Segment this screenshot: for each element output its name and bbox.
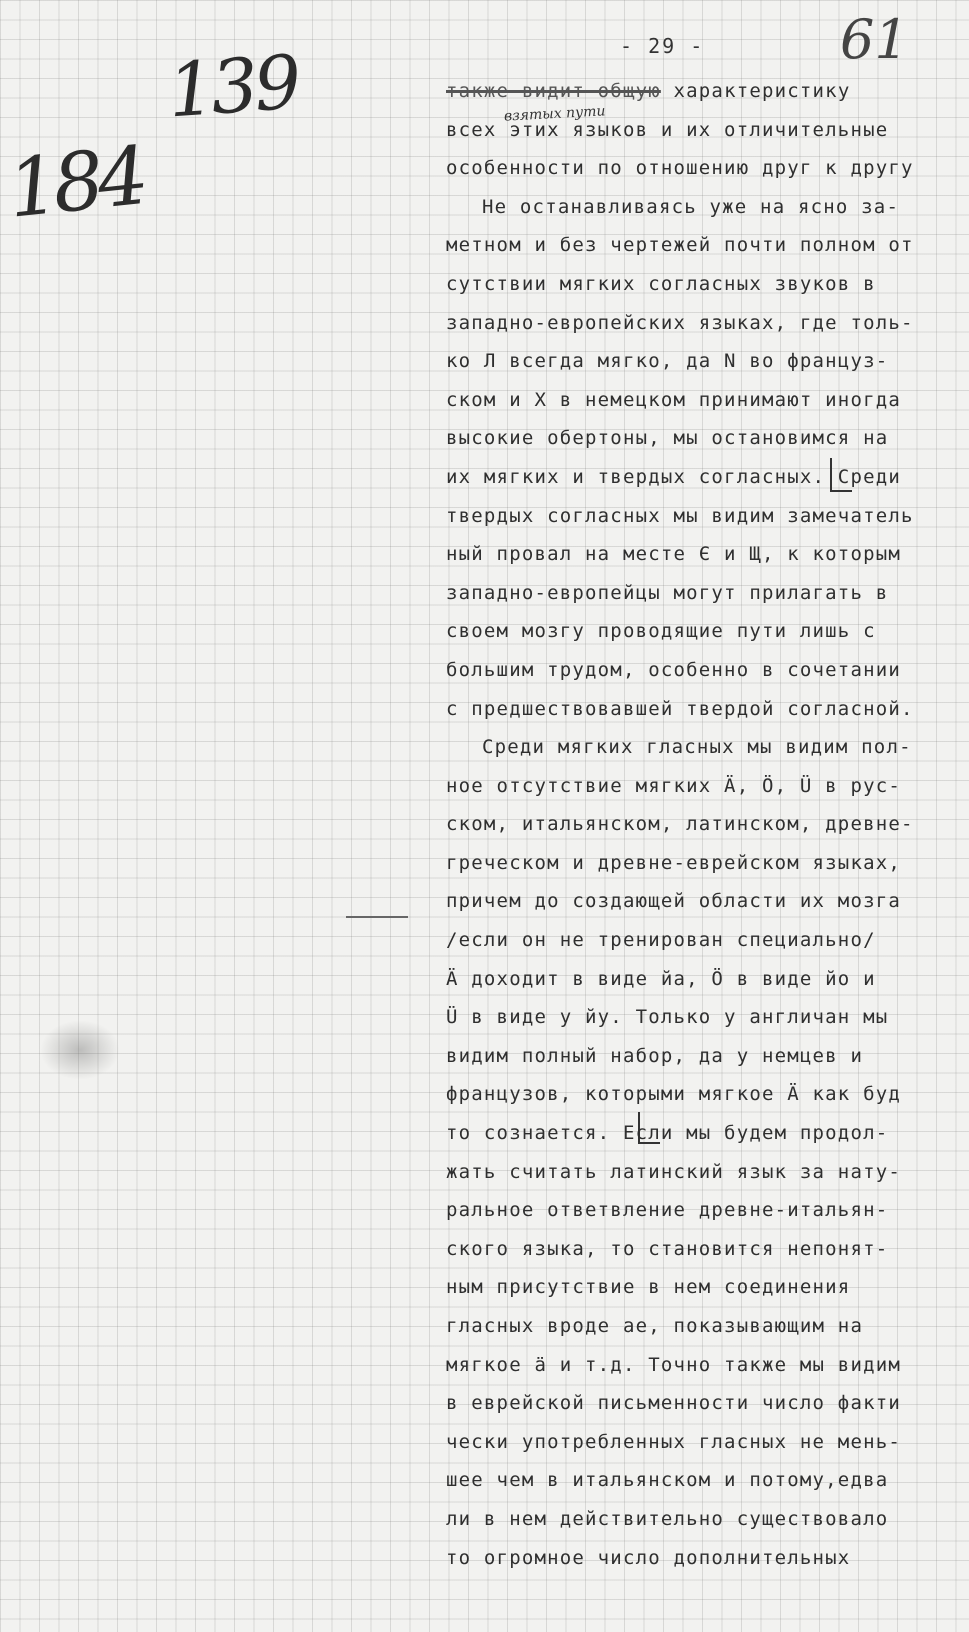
text-line: греческом и древне-еврейском языках,: [446, 851, 902, 874]
text-line: их мягких и твердых согласных. Среди: [446, 465, 902, 488]
page-number: - 29 -: [620, 34, 705, 58]
text-line: западно-европейских языках, где толь-: [446, 311, 914, 334]
handwritten-archive-number: 139: [165, 39, 301, 135]
text-line: Среди мягких гласных мы видим пол-: [482, 736, 912, 759]
text-line: Ä доходит в виде йа, Ö в виде йо и: [446, 967, 876, 990]
ink-smudge: [40, 1020, 120, 1080]
text-line: Не останавливаясь уже на ясно за-: [482, 195, 900, 218]
text-line: чески употребленных гласных не мень-: [446, 1430, 902, 1453]
handwritten-insertion: взятых пути: [503, 103, 606, 125]
text-line: западно-европейцы могут прилагать в: [446, 581, 889, 604]
text-line: большим трудом, особенно в сочетании: [446, 658, 902, 681]
text-line: всех этих языков и их отличительные: [446, 118, 889, 141]
text-line: гласных вроде ае, показывающим на: [446, 1315, 864, 1337]
text-line: высокие обертоны, мы остановимся на: [446, 427, 889, 450]
margin-dash-mark: [346, 916, 408, 918]
text-line: ным присутствие в нем соединения: [446, 1276, 851, 1299]
text-line: мягкое ä и т.д. Точно также мы видим: [446, 1353, 902, 1376]
text-line: то огромное число дополнительных: [446, 1546, 851, 1569]
text-line: жать считать латинский язык за нату-: [446, 1160, 902, 1183]
struck-out-text: также видит общую: [446, 80, 661, 102]
text-line: ского языка, то становится непонят-: [446, 1237, 889, 1260]
text-line: шее чем в итальянском и потому,едва: [446, 1469, 889, 1492]
text-line: ском и Х в немецком принимают иногда: [446, 388, 902, 411]
text-line: твердых согласных мы видим замечатель: [446, 504, 914, 527]
text-line: [446, 72, 951, 111]
text-line: причем до создающей области их мозга: [446, 890, 902, 913]
text-line-content: характеристику: [673, 80, 851, 102]
text-line: ный провал на месте Є и Щ, к которым: [446, 543, 902, 566]
text-line: сутствии мягких согласных звуков в: [446, 272, 876, 295]
text-line: ском, итальянском, латинском, древне-: [446, 813, 914, 836]
text-line: видим полный набор, да у немцев и: [446, 1044, 864, 1067]
text-line: то сознается. Если мы будем продол-: [446, 1122, 889, 1145]
text-line: метном и без чертежей почти полном от: [446, 234, 914, 257]
handwritten-archive-number-secondary: 184: [3, 129, 148, 236]
text-line: ное отсутствие мягких Ä, Ö, Ü в рус-: [446, 774, 902, 797]
text-line: Ü в виде у йу. Только у англичан мы: [446, 1006, 889, 1029]
text-line: особенности по отношению друг к другу: [446, 157, 914, 180]
text-line: с предшествовавшей твердой согласной.: [446, 697, 914, 720]
handwritten-folio-number: 61: [840, 8, 909, 71]
text-line: /если он не тренирован специально/: [446, 929, 876, 952]
text-line: в еврейской письменности число факти: [446, 1392, 902, 1415]
text-line: своем мозгу проводящие пути лишь с: [446, 620, 876, 643]
text-line: ральное ответвление древне-итальян-: [446, 1199, 889, 1222]
typed-text-body: [446, 72, 951, 1577]
text-line: ли в нем действительно существовало: [446, 1507, 889, 1530]
text-line: французов, которыми мягкое Ä как буд: [446, 1083, 902, 1106]
text-line: ко Л всегда мягко, да N во француз-: [446, 350, 889, 373]
